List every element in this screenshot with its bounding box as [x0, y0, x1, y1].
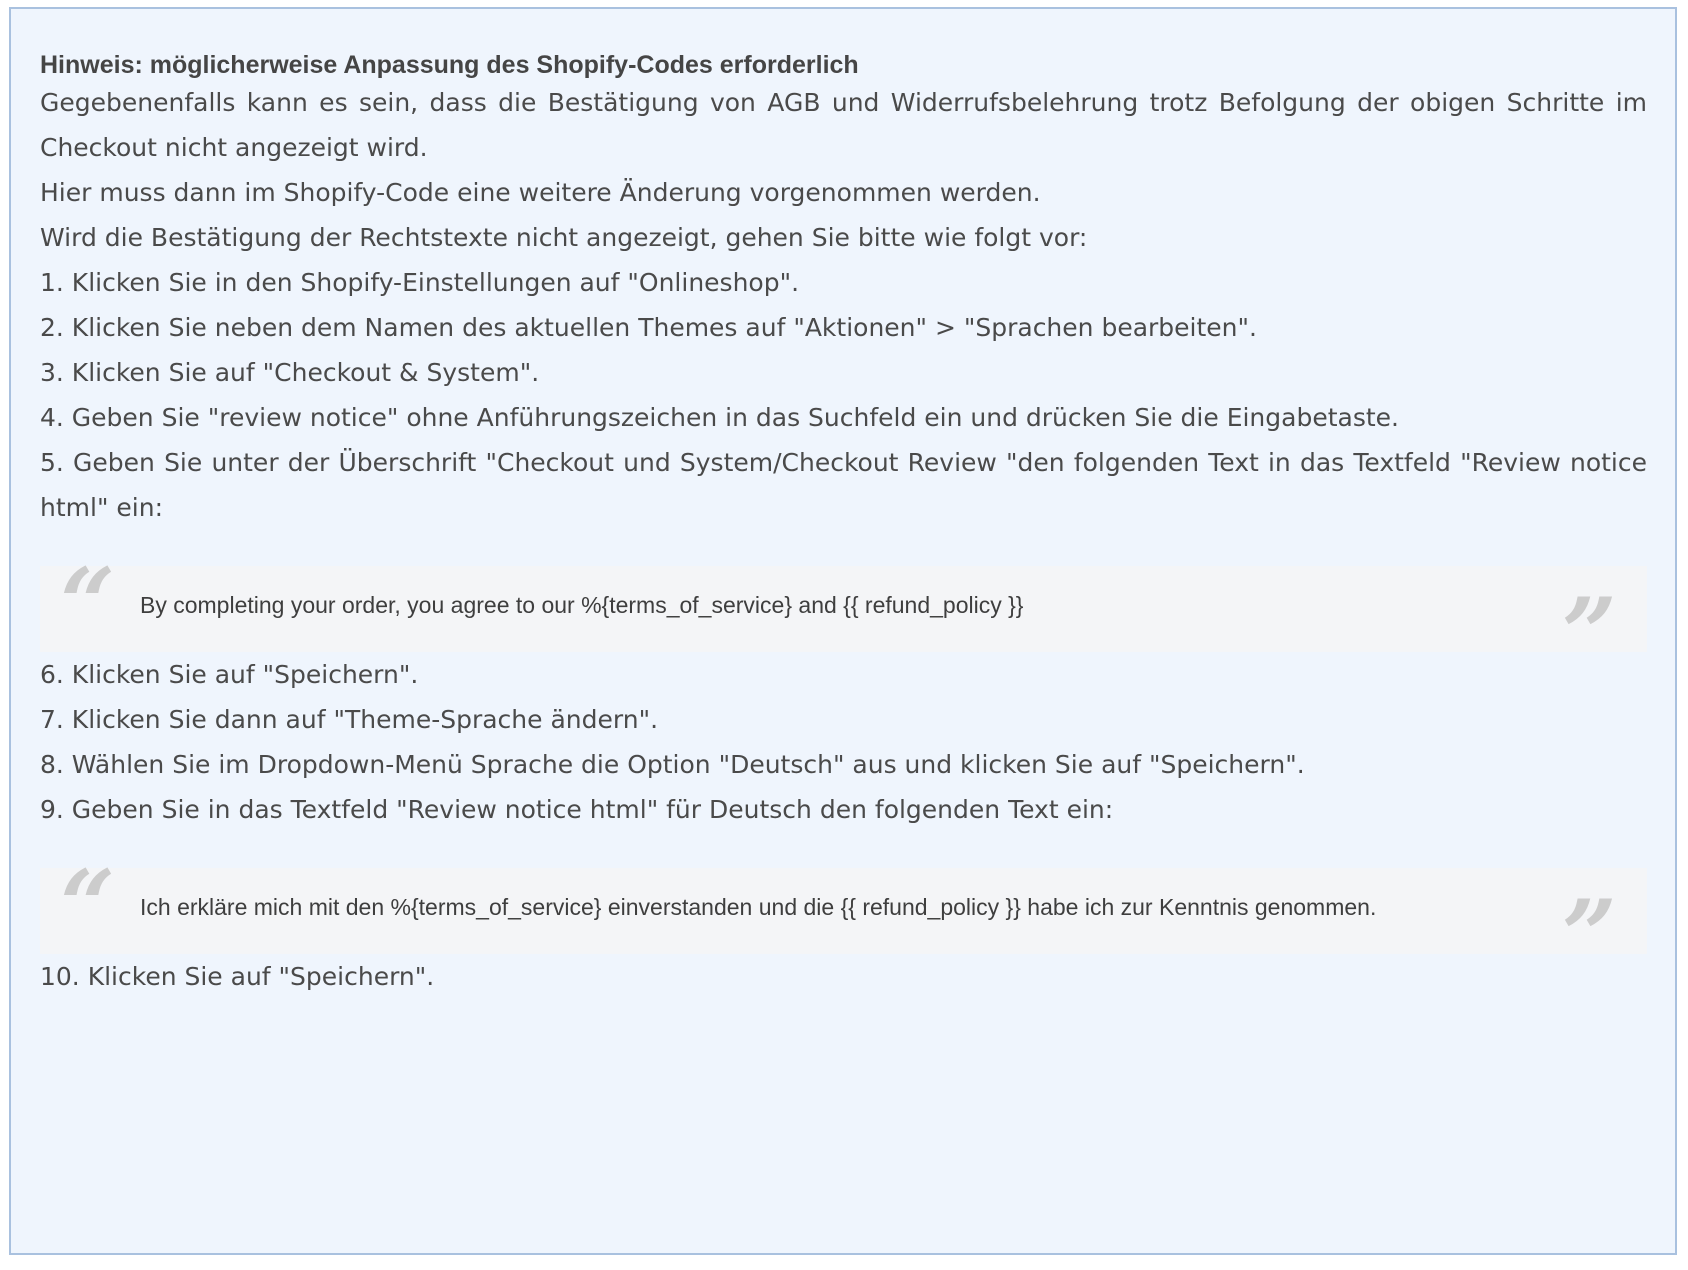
- quote-text-german: Ich erkläre mich mit den %{terms_of_service} einverstanden und die {{ refund_policy }} habe ich zur Kenntnis genommen.: [140, 894, 1377, 920]
- close-quote-icon: ”: [1561, 577, 1617, 690]
- steps-list-part3: [40, 954, 1647, 999]
- close-quote-icon: ”: [1561, 879, 1617, 992]
- open-quote-icon: “: [60, 849, 116, 962]
- instruction-paragraph: Hier muss dann im Shopify-Code eine weitere Änderung vorgenommen werden.: [40, 178, 1041, 207]
- step-2: 2. Klicken Sie neben dem Namen des aktuellen Themes auf "Aktionen" > "Sprachen bearbeiten".: [40, 313, 1257, 342]
- notice-box: [9, 7, 1677, 1255]
- open-quote-icon: “: [60, 547, 116, 660]
- step-4: 4. Geben Sie "review notice" ohne Anführungszeichen in das Suchfeld ein und drücken Sie die Eingabetaste.: [40, 403, 1399, 432]
- step-1: 1. Klicken Sie in den Shopify-Einstellungen auf "Onlineshop".: [40, 268, 800, 297]
- step-7: 7. Klicken Sie dann auf "Theme-Sprache ändern".: [40, 705, 659, 734]
- steps-list-part1: [40, 260, 1647, 530]
- quote-text-english: By completing your order, you agree to our %{terms_of_service} and {{ refund_policy }}: [140, 592, 1024, 618]
- step-10: 10. Klicken Sie auf "Speichern".: [40, 962, 435, 991]
- step-8: 8. Wählen Sie im Dropdown-Menü Sprache die Option "Deutsch" aus und klicken Sie auf "Speichern".: [40, 750, 1305, 779]
- intro-paragraph: Gegebenenfalls kann es sein, dass die Bestätigung von AGB und Widerrufsbelehrung trotz Befolgung der obigen Schritte im Checkout nicht angezeigt wird.: [40, 88, 1647, 162]
- step-6: 6. Klicken Sie auf "Speichern".: [40, 660, 419, 689]
- step-3: 3. Klicken Sie auf "Checkout & System".: [40, 358, 540, 387]
- step-5: 5. Geben Sie unter der Überschrift "Checkout und System/Checkout Review "den folgenden Text in das Textfeld "Review notice html" ein:: [40, 448, 1647, 522]
- notice-title: Hinweis: möglicherweise Anpassung des Shopify-Codes erforderlich: [40, 51, 859, 79]
- steps-intro-paragraph: Wird die Bestätigung der Rechtstexte nicht angezeigt, gehen Sie bitte wie folgt vor:: [40, 223, 1088, 252]
- steps-list-part2: [40, 652, 1647, 832]
- step-9: 9. Geben Sie in das Textfeld "Review notice html" für Deutsch den folgenden Text ein:: [40, 795, 1114, 824]
